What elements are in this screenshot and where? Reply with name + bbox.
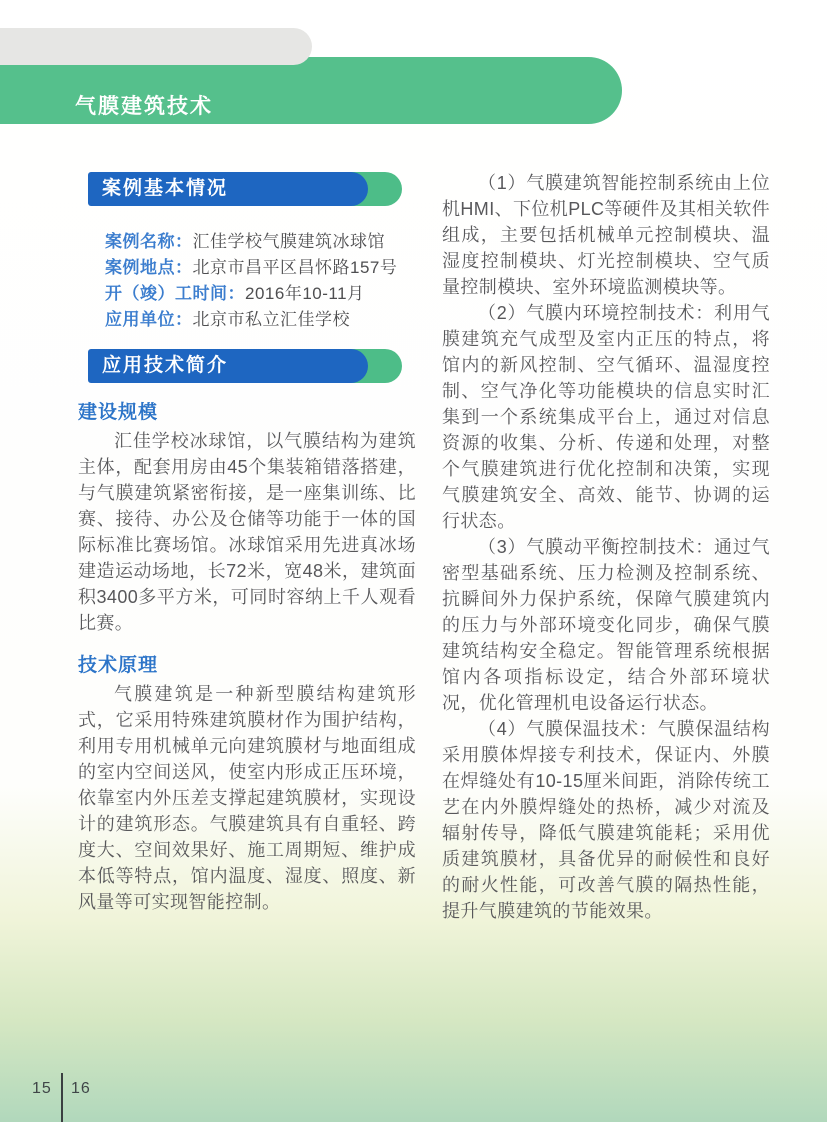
case-info-row-name	[105, 229, 416, 255]
paragraph-smart-control-system: （1）气膜建筑智能控制系统由上位机HMI、下位机PLC等硬件及其相关软件组成，主要包括机械单元控制模块、温湿度控制模块、灯光控制模块、空气质量控制模块、室外环境监测模块等。	[442, 173, 771, 297]
header-gray-pill	[0, 28, 312, 65]
case-info-row-location	[105, 255, 416, 281]
paragraph-construction-scale: 汇佳学校冰球馆，以气膜结构为建筑主体，配套用房由45个集装箱错落搭建，与气膜建筑紧密衔接，是一座集训练、比赛、接待、办公及仓储等功能于一体的国际标准比赛场馆。冰球馆采用先进真冰场建造运动场地，长72米，宽48米，建筑面积3400多平方米，可同时容纳上千人观看比赛。	[78, 431, 416, 633]
case-info-row-unit	[105, 307, 416, 333]
heading-technical-principle: 技术原理	[78, 655, 159, 676]
section-banner-case-info	[88, 172, 402, 206]
section-banner-tech-intro	[88, 349, 402, 383]
right-column	[442, 170, 770, 924]
case-name-label: 案例名称：	[105, 232, 193, 251]
paragraph-technical-principle: 气膜建筑是一种新型膜结构建筑形式，它采用特殊建筑膜材作为围护结构，利用专用机械单元向建筑膜材与地面组成的室内空间送风，使室内形成正压环境，依靠室内外压差支撑起建筑膜材，实现设计的建筑形态。气膜建筑具有自重轻、跨度大、空间效果好、施工周期短、维护成本低等特点，馆内温度、湿度、照度、新风量等可实现智能控制。	[78, 684, 416, 912]
case-name-value: 汇佳学校气膜建筑冰球馆	[192, 232, 385, 251]
content-columns	[78, 170, 770, 924]
case-time-value: 2016年10-11月	[245, 284, 365, 303]
case-info-list	[105, 229, 416, 333]
paragraph-thermal-insulation: （4）气膜保温技术：气膜保温结构采用膜体焊接专利技术，保证内、外膜在焊缝处有10-15厘米间距，消除传统工艺在内外膜焊缝处的热桥，减少对流及辐射传导，降低气膜建筑能耗；采用优质建筑膜材，具备优异的耐候性和良好的耐火性能，可改善气膜的隔热性能，提升气膜建筑的节能效果。	[442, 719, 770, 921]
left-column	[78, 170, 416, 924]
heading-construction-scale: 建设规模	[78, 402, 159, 423]
page-number-right: 16	[71, 1080, 91, 1097]
case-unit-value: 北京市私立汇佳学校	[192, 310, 350, 329]
paragraph-dynamic-balance-control: （3）气膜动平衡控制技术：通过气密型基础系统、压力检测及控制系统、抗瞬间外力保护系统，保障气膜建筑内的压力与外部环境变化同步，确保气膜建筑结构安全稳定。智能管理系统根据馆内各项指标设定，结合外部环境状况，优化管理机电设备运行状态。	[442, 537, 770, 713]
case-location-value: 北京市昌平区昌怀路157号	[192, 258, 398, 277]
paragraph-inner-environment-control: （2）气膜内环境控制技术：利用气膜建筑充气成型及室内正压的特点，将馆内的新风控制、空气循环、温湿度控制、空气净化等功能模块的信息实时汇集到一个系统集成平台上，通过对信息资源的收集、分析、传递和处理，对整个气膜建筑进行优化控制和决策，实现气膜建筑安全、高效、能节、协调的运行状态。	[442, 303, 770, 531]
header-green-pill	[0, 57, 622, 124]
case-location-label: 案例地点：	[105, 258, 193, 277]
case-info-row-time	[105, 281, 416, 307]
banner-label-case-info: 案例基本情况	[88, 172, 368, 206]
case-time-label: 开（竣）工时间：	[105, 284, 245, 303]
case-unit-label: 应用单位：	[105, 310, 193, 329]
banner-label-tech-intro: 应用技术简介	[88, 349, 368, 383]
footer-divider-line	[61, 1073, 63, 1122]
page-title: 气膜建筑技术	[75, 95, 213, 118]
page-number-left: 15	[32, 1080, 52, 1097]
